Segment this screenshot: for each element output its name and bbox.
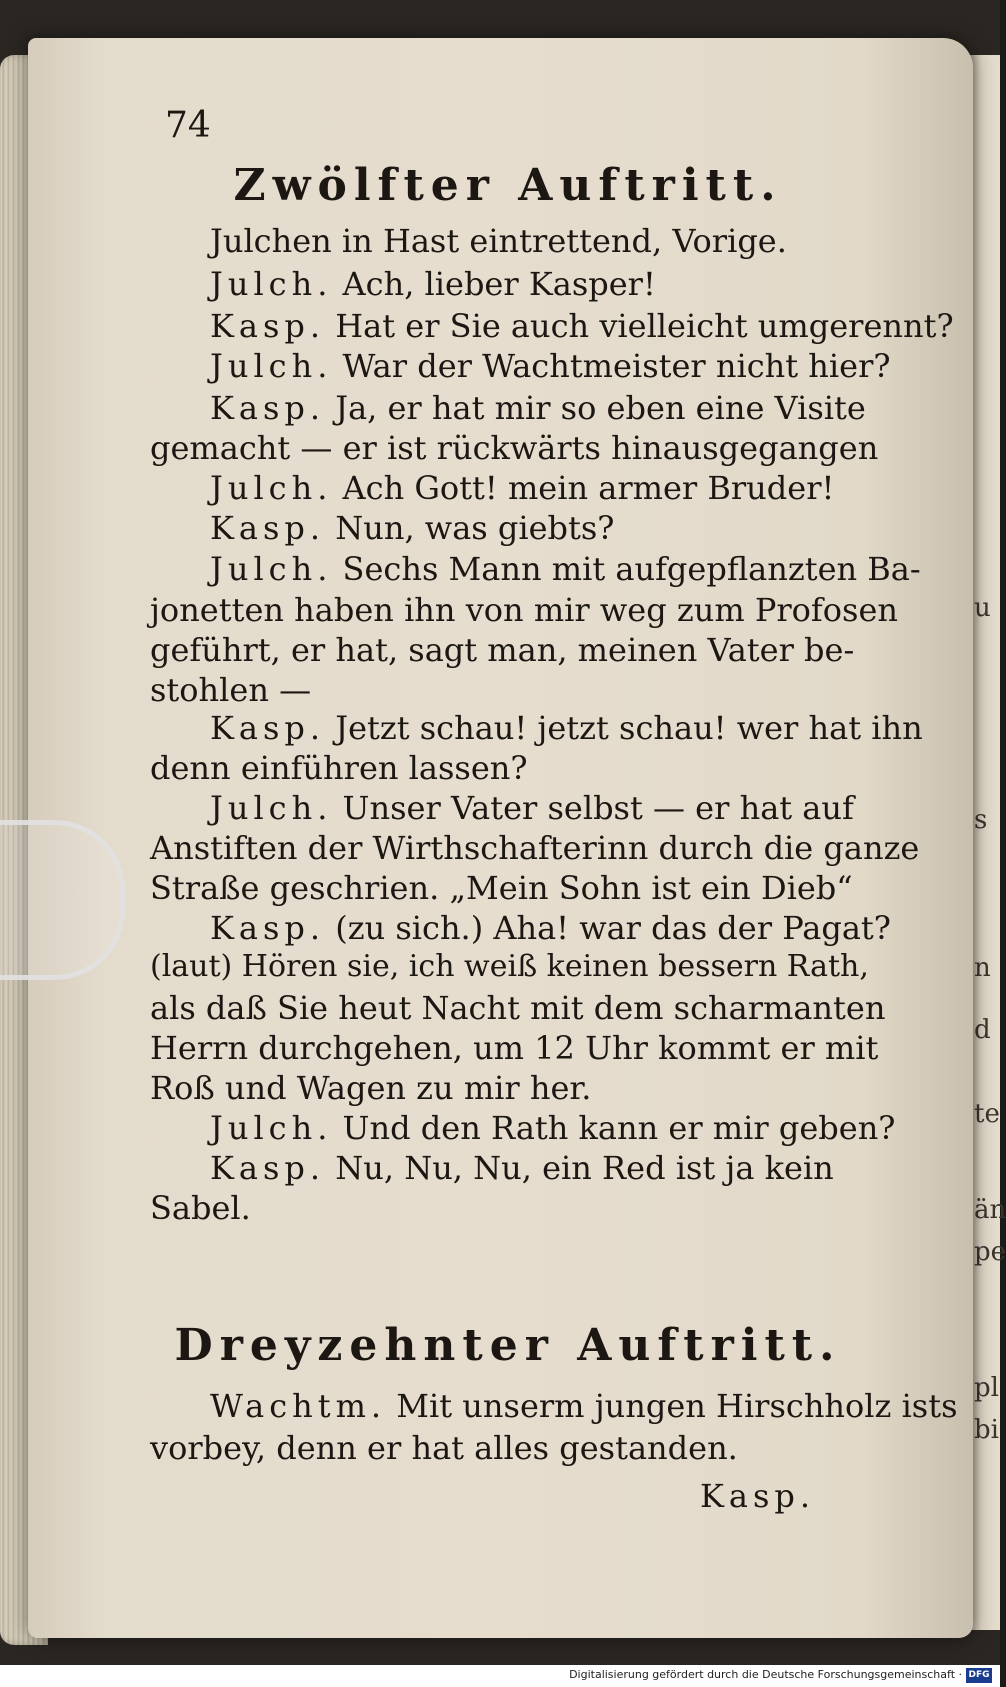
dialogue-continuation: Sabel. <box>150 1189 251 1227</box>
adjacent-fragment: pl <box>974 1373 999 1403</box>
speaker-name: Kasp. <box>210 389 326 427</box>
dialogue-continuation: gemacht — er ist rückwärts hinausgegangen <box>150 429 879 467</box>
dialogue-text: (zu sich.) Aha! war das der Pagat? <box>335 909 891 947</box>
dialogue-continuation: Straße geschrien. „Mein Sohn ist ein Dieb“ <box>150 869 853 907</box>
dialogue-continuation: jonetten haben ihn von mir weg zum Profosen <box>150 591 898 629</box>
dfg-logo: DFG <box>966 1668 992 1683</box>
speaker-name: Wachtm. <box>210 1387 387 1425</box>
adjacent-fragment: s <box>974 805 988 835</box>
stage-direction: Julchen in Hast eintrettend, Vorige. <box>210 222 787 260</box>
dialogue-line <box>210 1109 896 1147</box>
speaker-name: Julch. <box>210 550 333 588</box>
speaker-name: Julch. <box>210 1109 333 1147</box>
speaker-name: Julch. <box>210 265 333 303</box>
dialogue-line <box>210 1149 834 1187</box>
dialogue-line <box>210 469 835 507</box>
footer-bar <box>0 1665 1000 1687</box>
adjacent-fragment: pe <box>974 1237 1006 1267</box>
dialogue-line <box>210 550 921 588</box>
dialogue-text: War der Wachtmeister nicht hier? <box>342 347 891 385</box>
dialogue-text: Jetzt schau! jetzt schau! wer hat ihn <box>335 709 923 747</box>
dialogue-text: Und den Rath kann er mir geben? <box>342 1109 896 1147</box>
speaker-name: Kasp. <box>210 509 326 547</box>
speaker-name: Julch. <box>210 789 333 827</box>
dialogue-line <box>210 389 866 427</box>
dialogue-text: Mit unserm jungen Hirschholz ists <box>396 1387 958 1425</box>
dialogue-line <box>210 789 854 827</box>
dialogue-continuation: (laut) Hören sie, ich weiß keinen bessern Rath, <box>150 949 869 984</box>
page-clip <box>0 820 125 980</box>
dialogue-text: Ach, lieber Kasper! <box>342 265 656 303</box>
dialogue-continuation: stohlen — <box>150 671 312 709</box>
dialogue-line <box>210 265 656 303</box>
adjacent-fragment: u <box>974 593 991 623</box>
speaker-name: Kasp. <box>210 709 326 747</box>
dialogue-continuation: vorbey, denn er hat alles gestanden. <box>150 1429 738 1467</box>
scene-heading-12: Zwölfter Auftritt. <box>233 160 783 211</box>
dialogue-text: Ja, er hat mir so eben eine Visite <box>335 389 866 427</box>
dialogue-continuation: denn einführen lassen? <box>150 749 528 787</box>
dialogue-line <box>210 347 891 385</box>
dialogue-line <box>210 709 923 747</box>
speaker-name: Kasp. <box>210 1149 326 1187</box>
adjacent-fragment: bi <box>974 1415 999 1445</box>
catchword: Kasp. <box>700 1477 816 1515</box>
adjacent-fragment: än <box>974 1195 1006 1225</box>
dialogue-text: Hat er Sie auch vielleicht umgerennt? <box>335 307 954 345</box>
funding-credit: Digitalisierung gefördert durch die Deutsche Forschungsgemeinschaft · <box>569 1668 962 1681</box>
dialogue-continuation: Anstiften der Wirthschafterinn durch die ganze <box>150 829 920 867</box>
dialogue-continuation: Roß und Wagen zu mir her. <box>150 1069 592 1107</box>
dialogue-continuation: geführt, er hat, sagt man, meinen Vater be- <box>150 631 855 669</box>
dialogue-line <box>210 307 954 345</box>
dialogue-text: Nun, was giebts? <box>335 509 615 547</box>
speaker-name: Julch. <box>210 469 333 507</box>
scene-heading-13: Dreyzehnter Auftritt. <box>174 1320 842 1371</box>
dialogue-line <box>210 909 891 947</box>
dialogue-text: Sechs Mann mit aufgepflanzten Ba- <box>342 550 921 588</box>
dialogue-line <box>210 1387 958 1425</box>
adjacent-fragment: n <box>974 953 991 983</box>
speaker-name: Kasp. <box>210 909 326 947</box>
dialogue-line <box>210 509 615 547</box>
dialogue-text: Ach Gott! mein armer Bruder! <box>342 469 835 507</box>
speaker-name: Julch. <box>210 347 333 385</box>
dialogue-text: Nu, Nu, Nu, ein Red ist ja kein <box>335 1149 834 1187</box>
page-number: 74 <box>165 105 211 146</box>
adjacent-fragment: d <box>974 1015 991 1045</box>
adjacent-fragment: te <box>974 1099 1000 1129</box>
speaker-name: Kasp. <box>210 307 326 345</box>
dialogue-continuation: als daß Sie heut Nacht mit dem scharmanten <box>150 989 886 1027</box>
dialogue-continuation: Herrn durchgehen, um 12 Uhr kommt er mit <box>150 1029 879 1067</box>
dialogue-text: Unser Vater selbst — er hat auf <box>342 789 854 827</box>
